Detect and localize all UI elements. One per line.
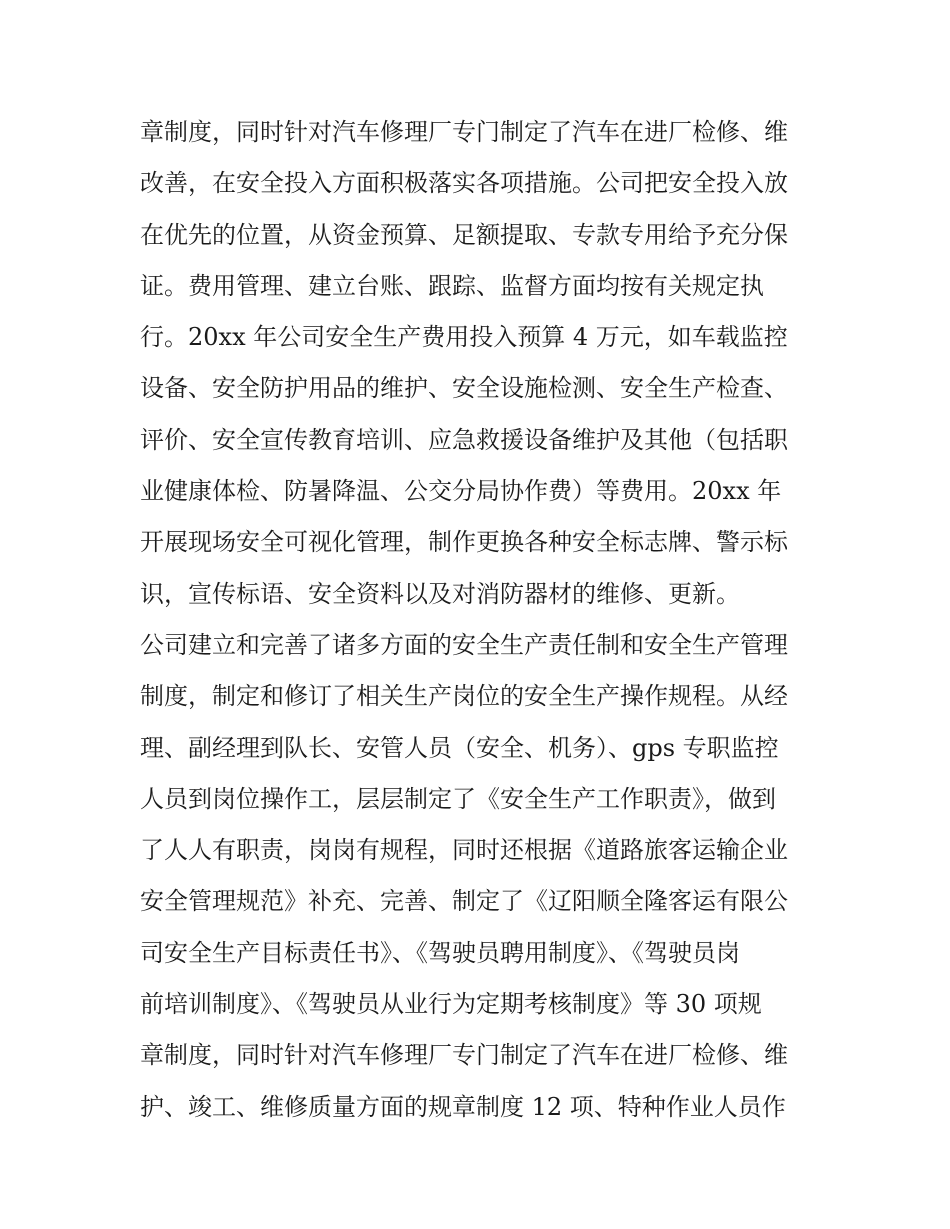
text-line: 识，宣传标语、安全资料以及对消防器材的维修、更新。 (140, 579, 740, 608)
text-line: 司安全生产目标责任书》、《驾驶员聘用制度》、《驾驶员岗 (140, 938, 740, 967)
text-line: 制度，制定和修订了相关生产岗位的安全生产操作规程。从经 (140, 682, 788, 711)
text-line: 公司建立和完善了诸多方面的安全生产责任制和安全生产管理 (140, 630, 788, 659)
text-line: 理、副经理到队长、安管人员（安全、机务）、gps 专职监控 (140, 733, 779, 762)
text-line: 章制度，同时针对汽车修理厂专门制定了汽车在进厂检修、维 (140, 118, 788, 146)
text-line: 了人人有职责，岗岗有规程，同时还根据《道路旅客运输企业 (140, 836, 788, 865)
text-line: 行。20xx 年公司安全生产费用投入预算 4 万元，如车载监控 (140, 323, 788, 352)
text-line: 业健康体检、防暑降温、公交分局协作费）等费用。20xx 年 (140, 477, 782, 506)
text-line: 前培训制度》、《驾驶员从业行为定期考核制度》等 30 项规 (140, 990, 762, 1019)
text-line: 人员到岗位操作工，层层制定了《安全生产工作职责》，做到 (140, 784, 776, 813)
text-line: 安全管理规范》补充、完善、制定了《辽阳顺全隆客运有限公 (140, 887, 788, 916)
text-line: 设备、安全防护用品的维护、安全设施检测、安全生产检查、 (140, 374, 788, 403)
text-line: 改善，在安全投入方面积极落实各项措施。公司把安全投入放 (140, 169, 788, 198)
text-line: 开展现场安全可视化管理，制作更换各种安全标志牌、警示标 (140, 528, 788, 557)
body-text (140, 107, 820, 1133)
text-line: 证。费用管理、建立台账、跟踪、监督方面均按有关规定执 (140, 271, 764, 300)
text-line: 章制度，同时针对汽车修理厂专门制定了汽车在进厂检修、维 (140, 1041, 788, 1070)
text-line: 在优先的位置，从资金预算、足额提取、专款专用给予充分保 (140, 220, 788, 249)
text-line: 评价、安全宣传教育培训、应急救援设备维护及其他（包括职 (140, 425, 788, 454)
text-line: 护、竣工、维修质量方面的规章制度 12 项、特种作业人员作 (140, 1092, 786, 1121)
